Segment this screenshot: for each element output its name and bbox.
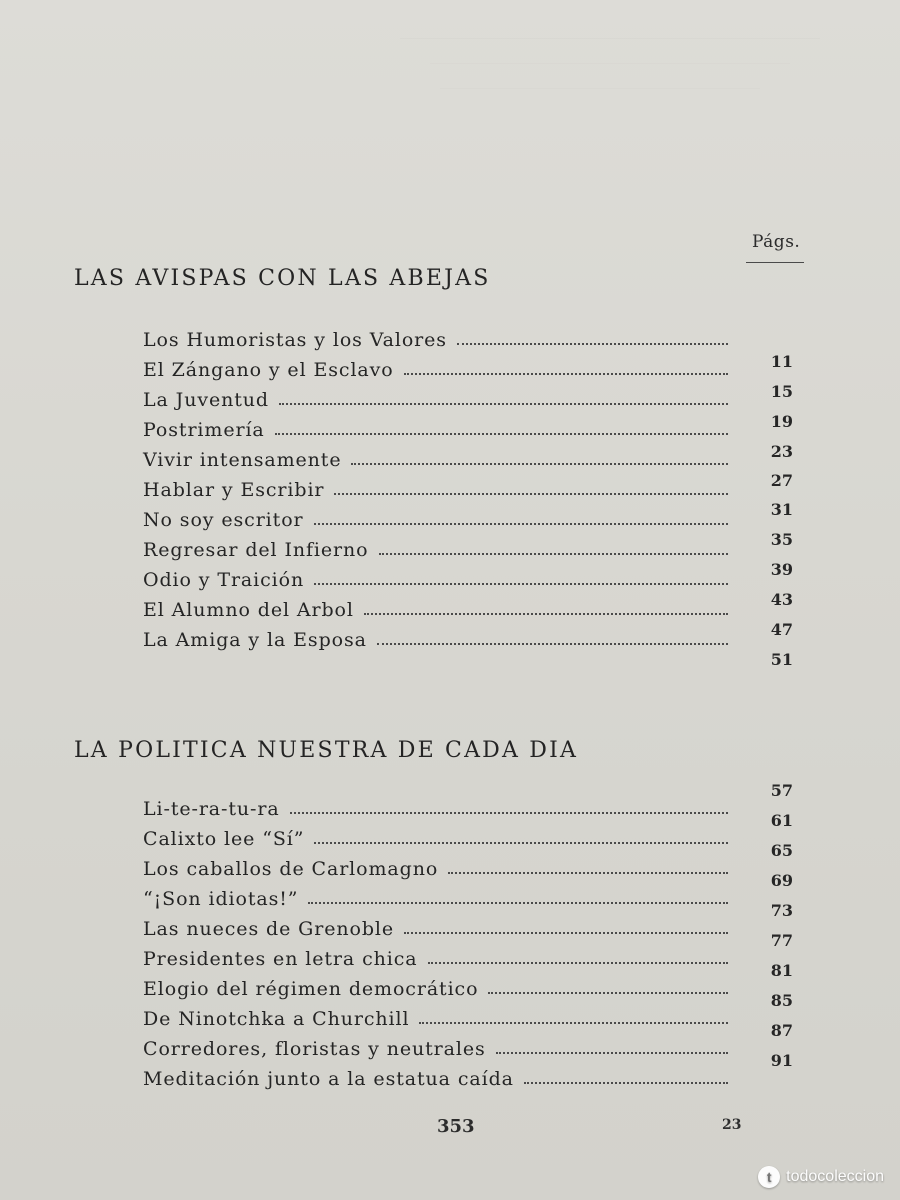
page-number: 11 <box>770 352 793 371</box>
toc-entry-title: Vivir intensamente <box>143 449 342 471</box>
page-number: 91 <box>770 1051 793 1070</box>
toc-entry-title: Odio y Traición <box>143 569 305 591</box>
toc-entry <box>143 353 728 381</box>
toc-entry-title: Corredores, floristas y neutrales <box>143 1038 486 1060</box>
page-number: 47 <box>770 620 793 639</box>
dot-leader <box>290 812 728 814</box>
toc-entry-title: Regresar del Infierno <box>143 539 369 561</box>
toc-entry <box>143 822 728 850</box>
page-number: 51 <box>770 650 793 669</box>
toc-entry <box>143 443 728 471</box>
toc-entry <box>143 503 728 531</box>
toc-entry <box>143 882 728 910</box>
bleed-through-text <box>440 70 760 89</box>
toc-entry-title: Las nueces de Grenoble <box>143 918 395 940</box>
dot-leader <box>404 932 728 934</box>
pages-column-rule <box>746 262 804 263</box>
page-number: 39 <box>770 560 793 579</box>
page-number: 85 <box>770 991 793 1010</box>
page-number: 69 <box>770 871 793 890</box>
pages-column-label: Págs. <box>752 232 801 252</box>
toc-entry <box>143 383 728 411</box>
toc-entry-title: Presidentes en letra chica <box>143 948 418 970</box>
dot-leader <box>351 463 728 465</box>
page-number: 81 <box>770 961 793 980</box>
toc-entry-title: Meditación junto a la estatua caída <box>143 1068 514 1090</box>
dot-leader <box>314 583 728 585</box>
dot-leader <box>334 493 728 495</box>
dot-leader <box>377 643 728 645</box>
toc-entry-title: El Alumno del Arbol <box>143 599 354 621</box>
dot-leader <box>496 1052 728 1054</box>
toc-entry-title: No soy escritor <box>143 509 304 531</box>
toc-entry <box>143 942 728 970</box>
toc-entry <box>143 473 728 501</box>
toc-entry-title: Postrimería <box>143 419 265 441</box>
toc-entry-title: Hablar y Escribir <box>143 479 325 501</box>
toc-entry <box>143 912 728 940</box>
page-number: 61 <box>770 811 793 830</box>
dot-leader <box>404 373 728 375</box>
page-number: 23 <box>770 442 793 461</box>
page-number: 31 <box>770 500 793 519</box>
toc-entry <box>143 792 728 820</box>
footer-page-number: 353 <box>437 1116 475 1137</box>
page-number: 19 <box>770 412 793 431</box>
watermark <box>758 1166 884 1188</box>
dot-leader <box>379 553 728 555</box>
page-number: 15 <box>770 382 793 401</box>
toc-entry <box>143 563 728 591</box>
dot-leader <box>419 1022 728 1024</box>
toc-entry-title: El Zángano y el Esclavo <box>143 359 394 381</box>
page-number: 43 <box>770 590 793 609</box>
dot-leader <box>275 433 728 435</box>
watermark-logo-icon: t <box>758 1166 780 1188</box>
toc-entry <box>143 623 728 651</box>
dot-leader <box>457 343 728 345</box>
toc-entry-title: De Ninotchka a Churchill <box>143 1008 410 1030</box>
watermark-text: todocoleccion <box>786 1168 884 1185</box>
toc-entry <box>143 852 728 880</box>
dot-leader <box>428 962 728 964</box>
toc-entry-title: Li-te-ra-tu-ra <box>143 798 280 820</box>
toc-entry <box>143 323 728 351</box>
toc-entry-title: “¡Son idiotas!” <box>143 888 299 910</box>
signature-number: 23 <box>722 1117 742 1133</box>
toc-entry-title: La Juventud <box>143 389 269 411</box>
toc-entry <box>143 972 728 1000</box>
dot-leader <box>279 403 728 405</box>
page-number: 73 <box>770 901 793 920</box>
section-title: LA POLITICA NUESTRA DE CADA DIA <box>74 738 579 763</box>
toc-entry <box>143 1002 728 1030</box>
bleed-through-text <box>400 18 820 39</box>
dot-leader <box>364 613 728 615</box>
page-number: 65 <box>770 841 793 860</box>
bleed-through-text <box>430 45 790 64</box>
toc-entry-title: Los Humoristas y los Valores <box>143 329 447 351</box>
dot-leader <box>448 872 728 874</box>
toc-entry <box>143 1062 728 1090</box>
toc-entry <box>143 413 728 441</box>
section-title: LAS AVISPAS CON LAS ABEJAS <box>74 266 491 291</box>
page-number: 27 <box>770 471 793 490</box>
page-number: 57 <box>770 781 793 800</box>
dot-leader <box>488 992 728 994</box>
toc-entry-title: Los caballos de Carlomagno <box>143 858 439 880</box>
toc-entry-title: Elogio del régimen democrático <box>143 978 479 1000</box>
page-number: 87 <box>770 1021 793 1040</box>
toc-entry-title: Calixto lee “Sí” <box>143 828 305 850</box>
toc-entry <box>143 593 728 621</box>
toc-entry-title: La Amiga y la Esposa <box>143 629 367 651</box>
dot-leader <box>524 1082 728 1084</box>
page-number: 77 <box>770 931 793 950</box>
page-number: 35 <box>770 530 793 549</box>
toc-entry <box>143 1032 728 1060</box>
dot-leader <box>308 902 728 904</box>
dot-leader <box>314 523 728 525</box>
toc-entry <box>143 533 728 561</box>
dot-leader <box>314 842 728 844</box>
